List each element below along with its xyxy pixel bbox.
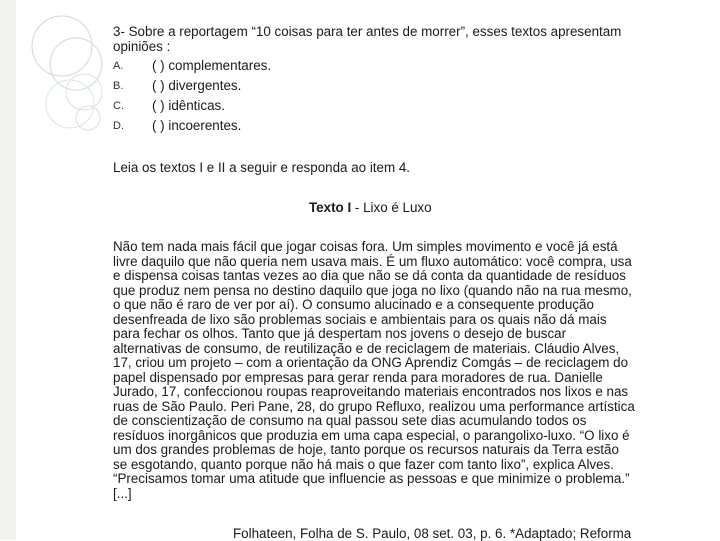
body-line: ruas de São Paulo. Peri Pane, 28, do grupo Refluxo, realizou uma performance artística xyxy=(113,398,635,414)
deco-circle xyxy=(66,74,102,110)
option-text: ( ) complementares. xyxy=(152,58,272,73)
question-line: opiniões : xyxy=(113,39,171,54)
source-citation: Folhateen, Folha de S. Paulo, 08 set. 03, p. 6. *Adaptado; Reforma xyxy=(233,526,632,541)
option-text: ( ) divergentes. xyxy=(152,78,242,93)
question-line: 3- Sobre a reportagem “10 coisas para ter antes de morrer”, esses textos apresentam xyxy=(113,24,622,39)
option-text: ( ) idênticas. xyxy=(152,98,225,113)
body-line: o que não é raro de ver por aí). O consumo alucinado e a consequente produção xyxy=(113,297,594,312)
body-line: que produz nem pensa no destino daquilo que joga no lixo (quando não na rua mesmo, xyxy=(113,282,632,298)
instruction-text: Leia os textos I e II a seguir e responda ao item 4. xyxy=(113,160,411,175)
body-line: se esgotando, quanto porque não há mais o que fazer com tanto lixo”, explica Alves. xyxy=(113,456,614,472)
body-line: desenfreada de lixo são problemas sociais e ambientais para os quais não dá mais xyxy=(113,311,607,327)
text-title xyxy=(309,200,432,215)
question-stem xyxy=(113,24,698,54)
body-line: resíduos inorgânicos que produzia em uma capa especial, o parangolixo-luxo. “O lixo é xyxy=(113,427,630,443)
body-line: papel dispensado por empresas para gerar renda para moradores de rua. Danielle xyxy=(113,369,603,385)
text-title-rest: - Lixo é Luxo xyxy=(351,200,432,215)
body-line: [...] xyxy=(113,485,132,501)
body-line: para fechar os olhos. Tanto que já despertam nos jovens o desejo de buscar xyxy=(113,326,567,341)
decorative-circles xyxy=(0,0,108,540)
body-line: um dos grandes problemas de hoje, tanto porque os recursos naturais da Terra estão xyxy=(113,442,619,457)
option-letter: B. xyxy=(113,80,124,92)
option-letter: A. xyxy=(113,60,124,72)
body-line: 17, criou um projeto – com a orientação da ONG Aprendiz Comgás – de reciclagem do xyxy=(113,355,629,370)
left-accent-strip xyxy=(0,0,16,540)
body-line: alternativas de consumo, de reutilização e de reciclagem de materiais. Cláudio Alves, xyxy=(113,340,620,356)
text-title-bold: Texto I xyxy=(309,200,352,215)
body-line: de conscientização de consumo na qual passou sete dias acumulando todos os xyxy=(113,413,587,428)
option-text: ( ) incoerentes. xyxy=(152,118,242,133)
body-line: Jurado, 17, confeccionou roupas reaproveitando materiais encontrados nos lixos e nas xyxy=(113,384,629,399)
body-line: “Precisamos tomar uma atitude que influencie as pessoas e que minimize o problema.” xyxy=(113,471,630,486)
article-body xyxy=(113,240,703,501)
option-letter: D. xyxy=(113,120,124,132)
option-letter: C. xyxy=(113,100,124,112)
body-line: Não tem nada mais fácil que jogar coisas fora. Um simples movimento e você já está xyxy=(113,239,618,254)
deco-circle xyxy=(50,38,102,90)
deco-circle xyxy=(32,16,92,76)
body-line: livre daquilo que não queria nem usava mais. É um fluxo automático: você compra, usa xyxy=(113,253,632,269)
body-line: e dispensa coisas tantas vezes ao dia que não se dá conta da quantidade de resíduos xyxy=(113,268,626,283)
